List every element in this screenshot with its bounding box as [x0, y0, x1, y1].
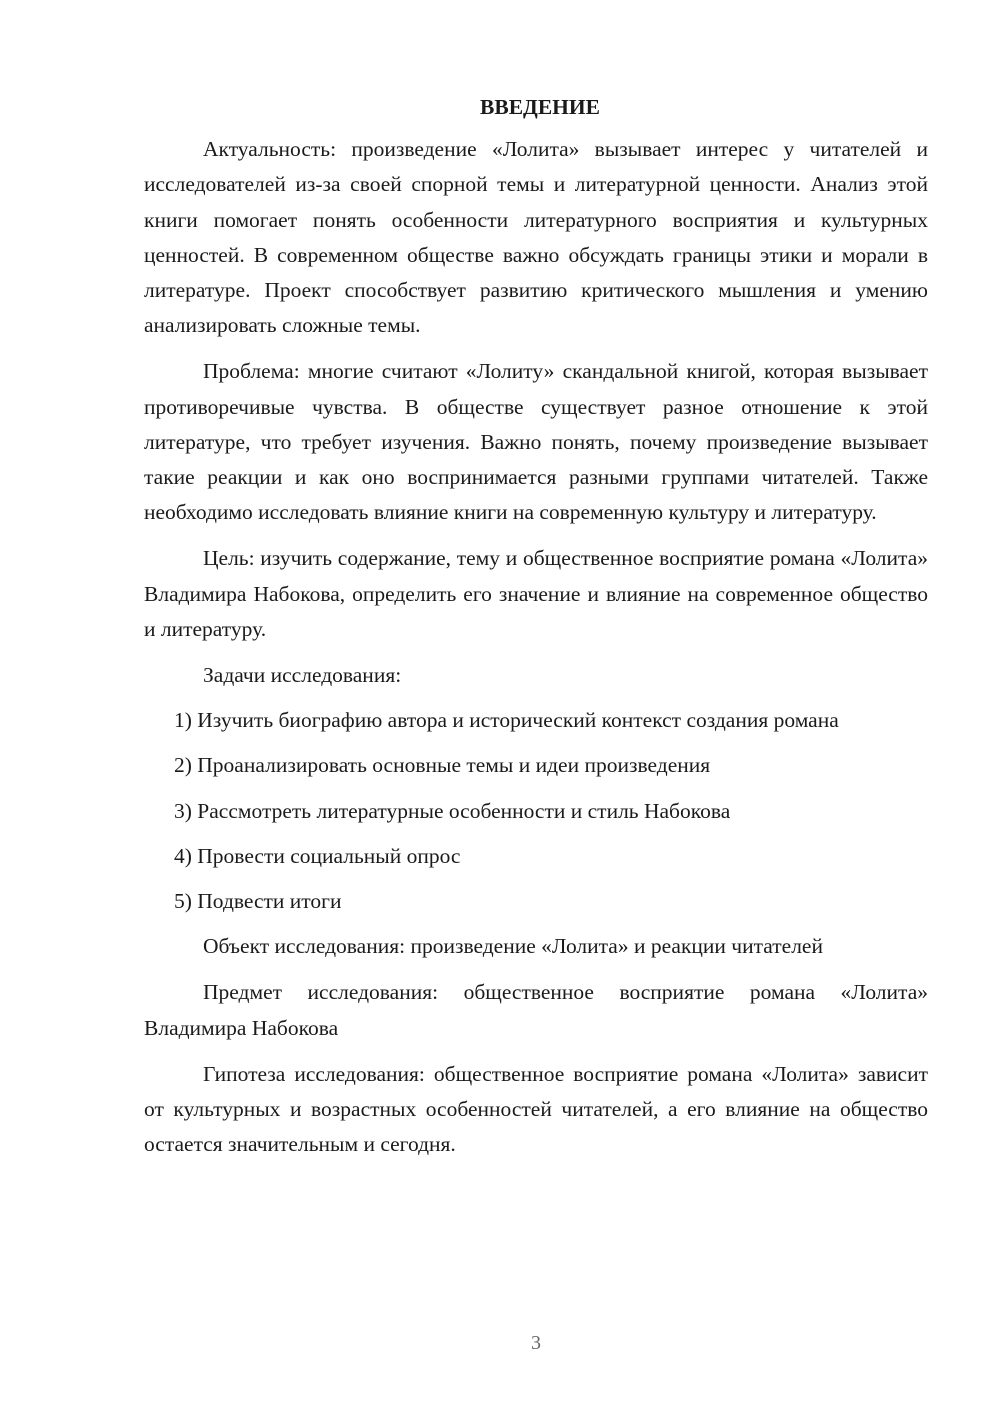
page-number: 3	[531, 1332, 541, 1354]
task-item: 2) Проанализировать основные темы и идеи произведения	[174, 753, 711, 778]
task-item: 3) Рассмотреть литературные особенности и стиль Набокова	[174, 798, 731, 823]
object-paragraph: Объект исследования: произведение «Лолита» и реакции читателей	[203, 934, 823, 959]
page-body	[144, 90, 928, 1173]
relevance-paragraph: Актуальность: произведение «Лолита» вызывает интерес у читателей и исследователей из-за своей спорной темы и литературной ценности. Анализ этой книги помогает понять особенности литературного восприятия и культурных ценностей. В современном обществе важно обсуждать границы этики и морали в литературе. Проект способствует развитию критического мышления и умению анализировать сложные темы.	[144, 137, 928, 338]
subject-paragraph: Предмет исследования: общественное восприятие романа «Лолита» Владимира Набокова	[144, 980, 928, 1040]
problem-paragraph: Проблема: многие считают «Лолиту» скандальной книгой, которая вызывает противоречивые чувства. В обществе существует разное отношение к этой литературе, что требует изучения. Важно понять, почему произведение вызывает такие реакции и как оно воспринимается разными группами читателей. Также необходимо исследовать влияние книги на современную культуру и литературу.	[144, 359, 928, 525]
task-item: 1) Изучить биографию автора и исторический контекст создания романа	[174, 708, 839, 733]
tasks-heading: Задачи исследования:	[203, 663, 402, 688]
hypothesis-paragraph: Гипотеза исследования: общественное восприятие романа «Лолита» зависит от культурных и возрастных особенностей читателей, а его влияние на общество остается значительным и сегодня.	[144, 1061, 928, 1157]
task-item: 5) Подвести итоги	[174, 889, 342, 914]
task-item: 4) Провести социальный опрос	[174, 843, 461, 868]
page-title: ВВЕДЕНИЕ	[480, 95, 600, 119]
goal-paragraph: Цель: изучить содержание, тему и общественное восприятие романа «Лолита» Владимира Набокова, определить его значение и влияние на современное общество и литературу.	[144, 546, 928, 641]
